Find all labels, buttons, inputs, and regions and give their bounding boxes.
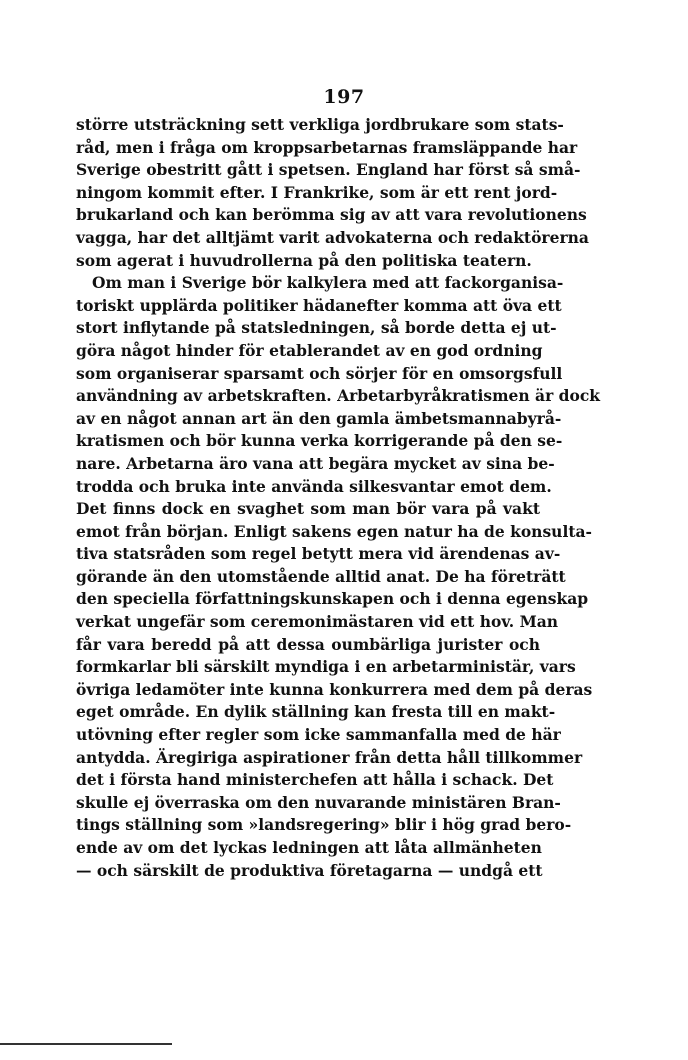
text-line: som agerat i huvudrollerna på den politiska teatern. (76, 250, 532, 270)
text-line: Om man i Sverige bör kalkylera med att fackorganisa- (92, 273, 564, 293)
text-line: ende av om det lyckas ledningen att låta allmänheten (76, 838, 542, 857)
text-line: tings ställning som »landsregering» blir i hög grad bero- (76, 815, 572, 835)
text-line: som organiserar sparsamt och sörjer för en omsorgsfull (76, 363, 563, 383)
paragraph (76, 114, 589, 272)
text-line: Det finns dock en svaghet som man bör vara på vakt (76, 499, 540, 519)
text-line: eget område. En dylik ställning kan fresta till en makt- (76, 702, 556, 722)
text-line: skulle ej överraska om den nuvarande ministären Bran- (76, 792, 561, 812)
body-text (76, 114, 600, 882)
text-line: formkarlar bli särskilt myndiga i en arbetarministär, vars (76, 657, 576, 677)
text-line: göra något hinder för etablerandet av en god ordning (76, 340, 543, 360)
text-line: Sverige obestritt gått i spetsen. England har först så små- (76, 160, 581, 180)
text-line: det i första hand ministerchefen att hålla i schack. Det (76, 770, 554, 790)
page-number: 197 (323, 86, 365, 108)
text-line: övriga ledamöter inte kunna konkurrera med dem på deras (76, 679, 593, 699)
text-line: toriskt upplärda politiker hädanefter komma att öva ett (76, 295, 562, 315)
text-line: utövning efter regler som icke sammanfalla med de här (76, 725, 561, 745)
text-line: brukarland och kan berömma sig av att vara revolutionens (76, 205, 587, 225)
text-line: trodda och bruka inte använda silkesvantar emot dem. (76, 476, 552, 496)
text-line: tiva statsråden som regel betytt mera vid ärendenas av- (76, 544, 561, 564)
text-line: råd, men i fråga om kroppsarbetarnas framsläppande har (76, 137, 578, 157)
text-line: vagga, har det alltjämt varit advokaterna och redaktörerna (76, 227, 589, 247)
text-line: av en något annan art än den gamla ämbetsmannabyrå- (76, 408, 562, 428)
text-line: ningom kommit efter. I Frankrike, som är ett rent jord- (76, 182, 558, 202)
text-line: den speciella författningskunskapen och i denna egenskap (76, 589, 589, 609)
text-line: antydda. Äregiriga aspirationer från detta håll tillkommer (76, 747, 583, 767)
text-line: stort inflytande på statsledningen, så borde detta ej ut- (76, 318, 557, 338)
text-line: kratismen och bör kunna verka korrigerande på den se- (76, 431, 563, 451)
page-edge-line (0, 1043, 172, 1045)
text-line: större utsträckning sett verkliga jordbrukare som stats- (76, 115, 564, 134)
text-line: — och särskilt de produktiva företagarna — undgå ett (76, 860, 543, 880)
text-line: görande än den utomstående alltid anat. De ha företrätt (76, 566, 566, 586)
text-line: får vara beredd på att dessa oumbärliga jurister och (76, 634, 540, 654)
text-line: emot från början. Enligt sakens egen natur ha de konsulta- (76, 521, 592, 541)
text-line: nare. Arbetarna äro vana att begära mycket av sina be- (76, 453, 555, 473)
paragraph (76, 272, 600, 882)
text-line: användning av arbetskraften. Arbetarbyråkratismen är dock (76, 386, 600, 406)
text-line: verkat ungefär som ceremonimästaren vid ett hov. Man (76, 612, 559, 632)
